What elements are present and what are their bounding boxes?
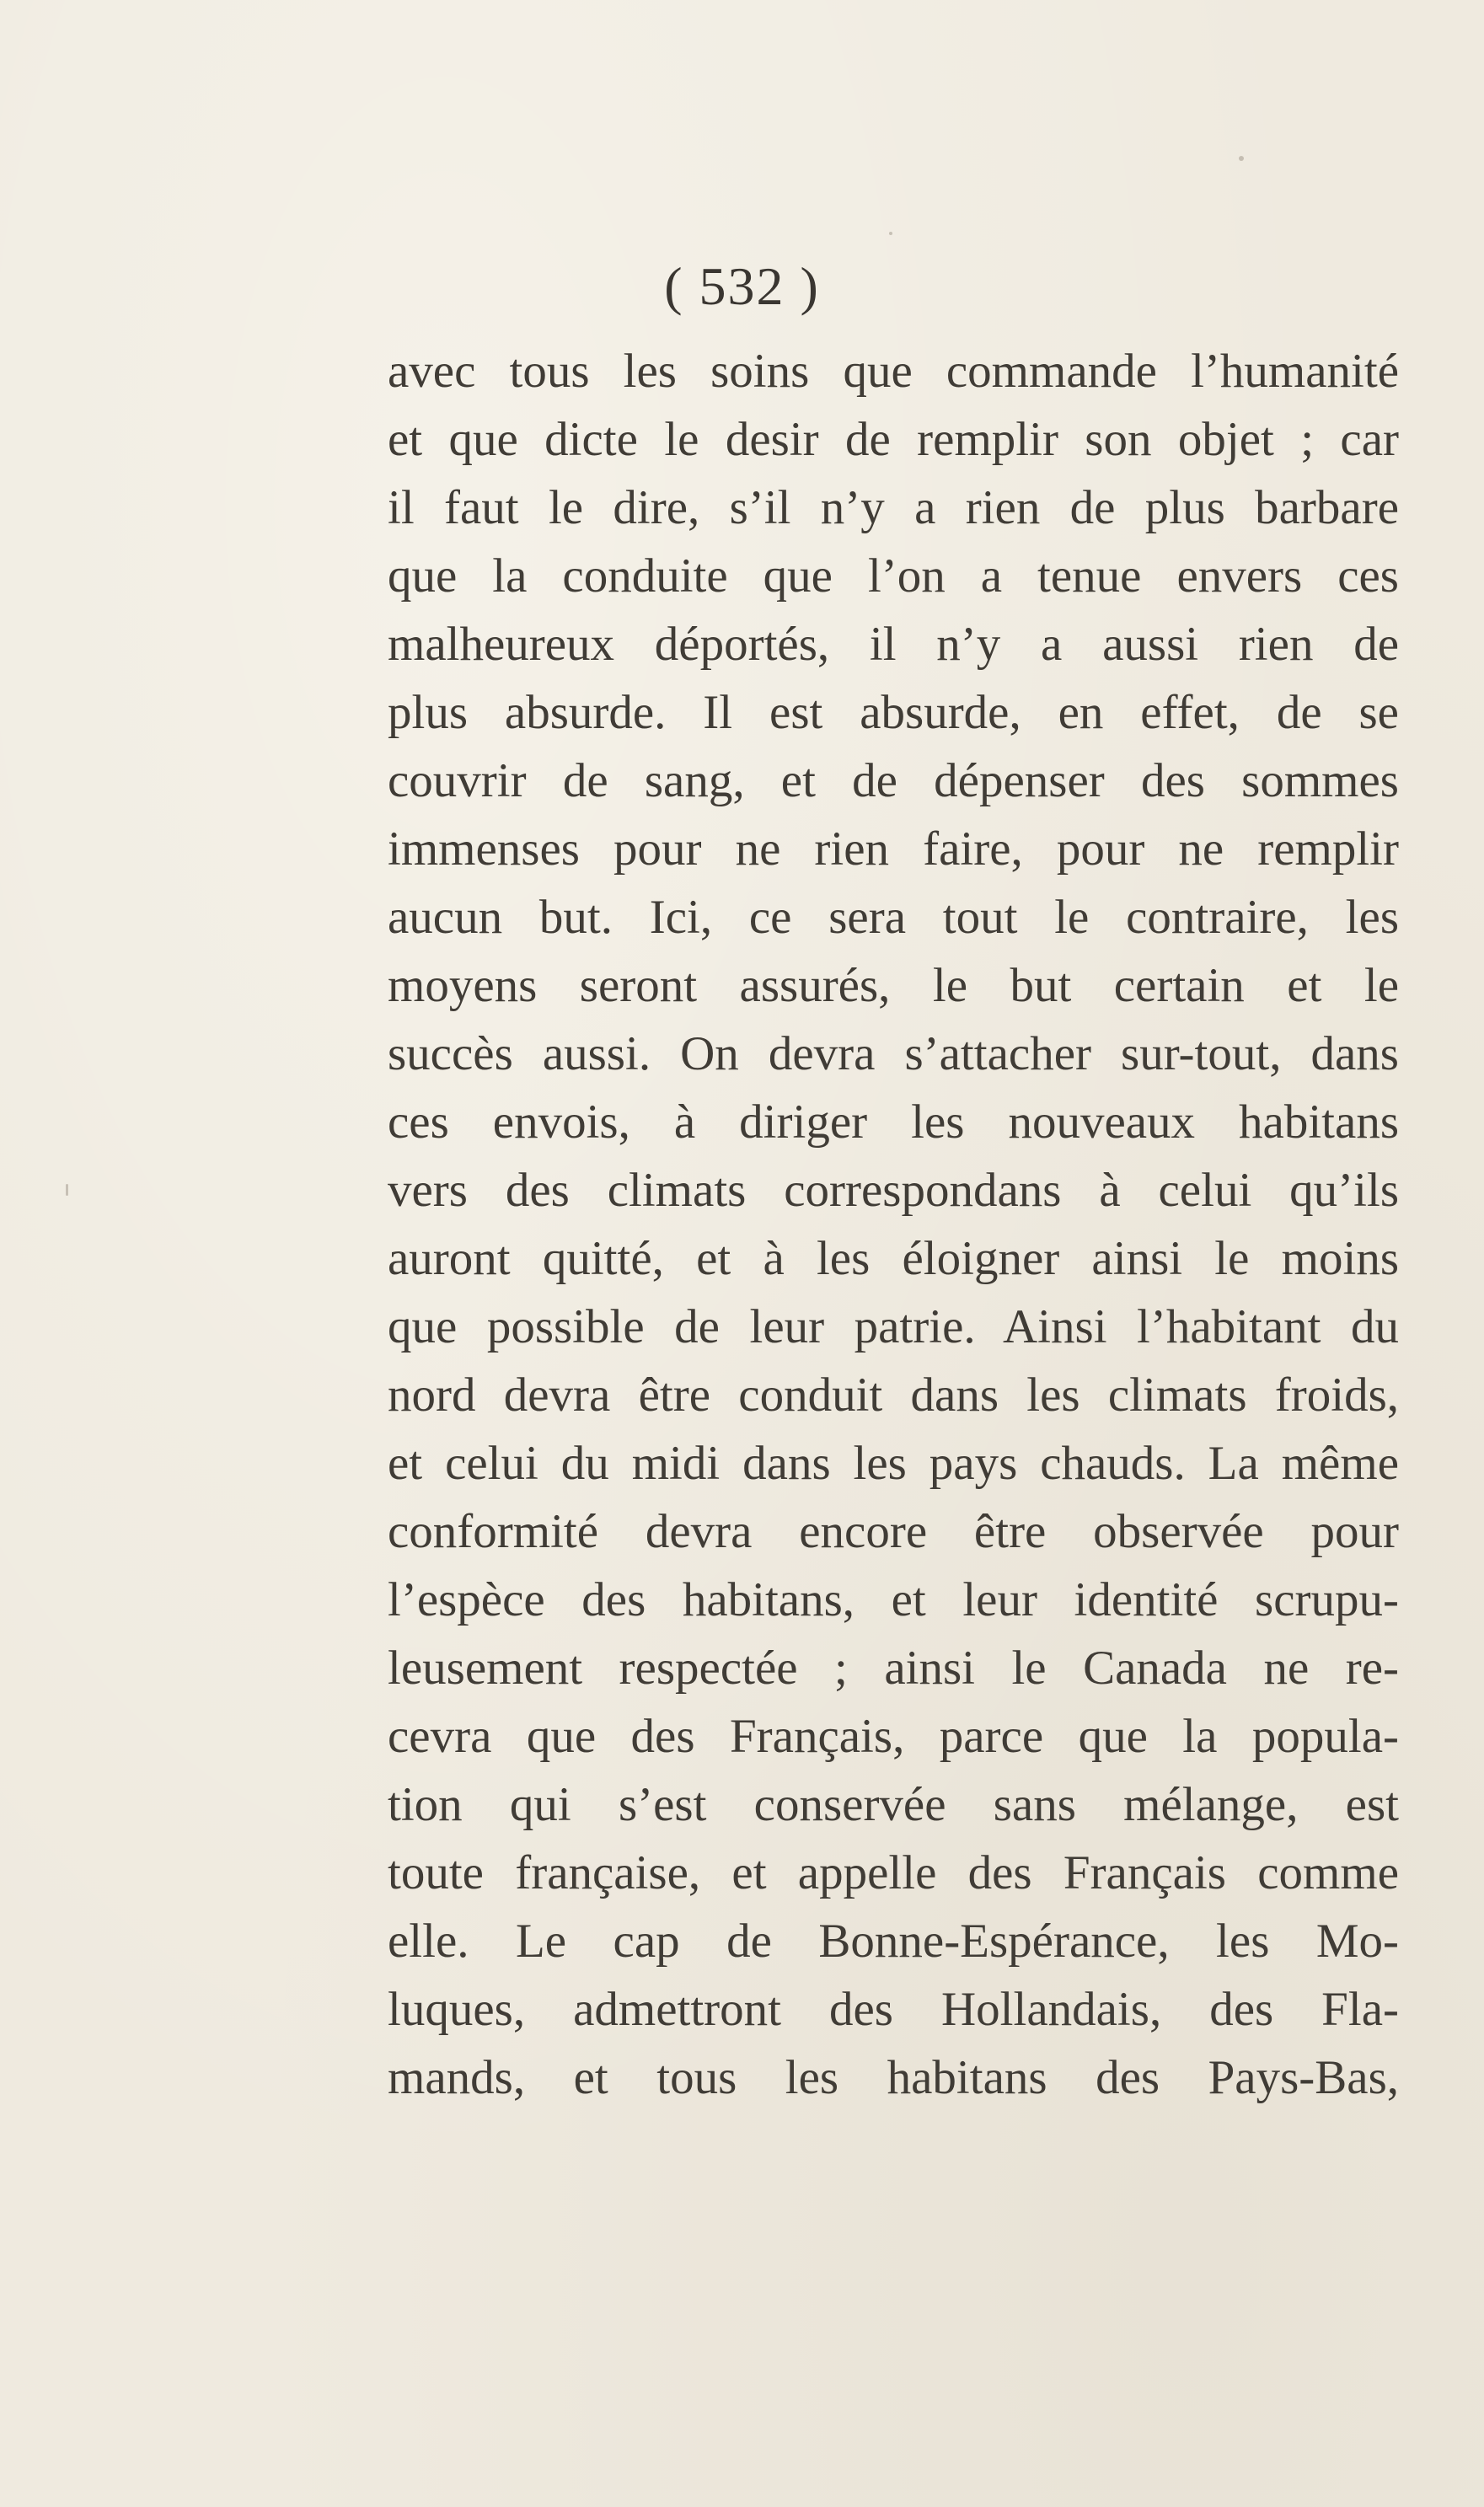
text-line: avec tous les soins que commande l’humanité (388, 345, 1399, 398)
paper-speck (889, 232, 892, 235)
text-line: conformité devra encore être observée pour (388, 1505, 1399, 1558)
text-line: que la conduite que l’on a tenue envers ces (388, 549, 1399, 603)
paper-speck (66, 1184, 68, 1196)
text-line: nord devra être conduit dans les climats froids, (388, 1369, 1399, 1422)
page-number: ( 532 ) (664, 256, 820, 316)
text-line: malheureux déportés, il n’y a aussi rien de (388, 618, 1399, 671)
text-line: luques, admettront des Hollandais, des Fla- (388, 1983, 1399, 2036)
text-line: mands, et tous les habitans des Pays-Bas, (388, 2051, 1399, 2104)
text-line: l’espèce des habitans, et leur identité scrupu- (388, 1573, 1399, 1626)
text-line: auront quitté, et à les éloigner ainsi le moins (388, 1232, 1399, 1285)
text-line: tion qui s’est conservée sans mélange, est (388, 1778, 1399, 1831)
text-line: il faut le dire, s’il n’y a rien de plus barbare (388, 481, 1399, 534)
text-line: succès aussi. On devra s’attacher sur-tout, dans (388, 1027, 1399, 1080)
text-line: et celui du midi dans les pays chauds. La même (388, 1437, 1399, 1490)
text-line: plus absurde. Il est absurde, en effet, de se (388, 686, 1399, 739)
text-line: ces envois, à diriger les nouveaux habitans (388, 1095, 1399, 1149)
text-line: elle. Le cap de Bonne-Espérance, les Mo- (388, 1915, 1399, 1968)
text-line: leusement respectée ; ainsi le Canada ne re- (388, 1642, 1399, 1695)
text-line: que possible de leur patrie. Ainsi l’habitant du (388, 1300, 1399, 1353)
text-line: cevra que des Français, parce que la popula- (388, 1710, 1399, 1763)
text-line: et que dicte le desir de remplir son objet ; car (388, 413, 1399, 466)
text-line: vers des climats correspondans à celui qu’ils (388, 1164, 1399, 1217)
text-line: immenses pour ne rien faire, pour ne remplir (388, 822, 1399, 876)
text-line: couvrir de sang, et de dépenser des sommes (388, 754, 1399, 807)
body-text (388, 337, 1399, 2112)
text-line: toute française, et appelle des Français comme (388, 1846, 1399, 1899)
paper-speck (1239, 156, 1244, 161)
text-line: aucun but. Ici, ce sera tout le contraire, les (388, 891, 1399, 944)
text-line: moyens seront assurés, le but certain et le (388, 959, 1399, 1012)
